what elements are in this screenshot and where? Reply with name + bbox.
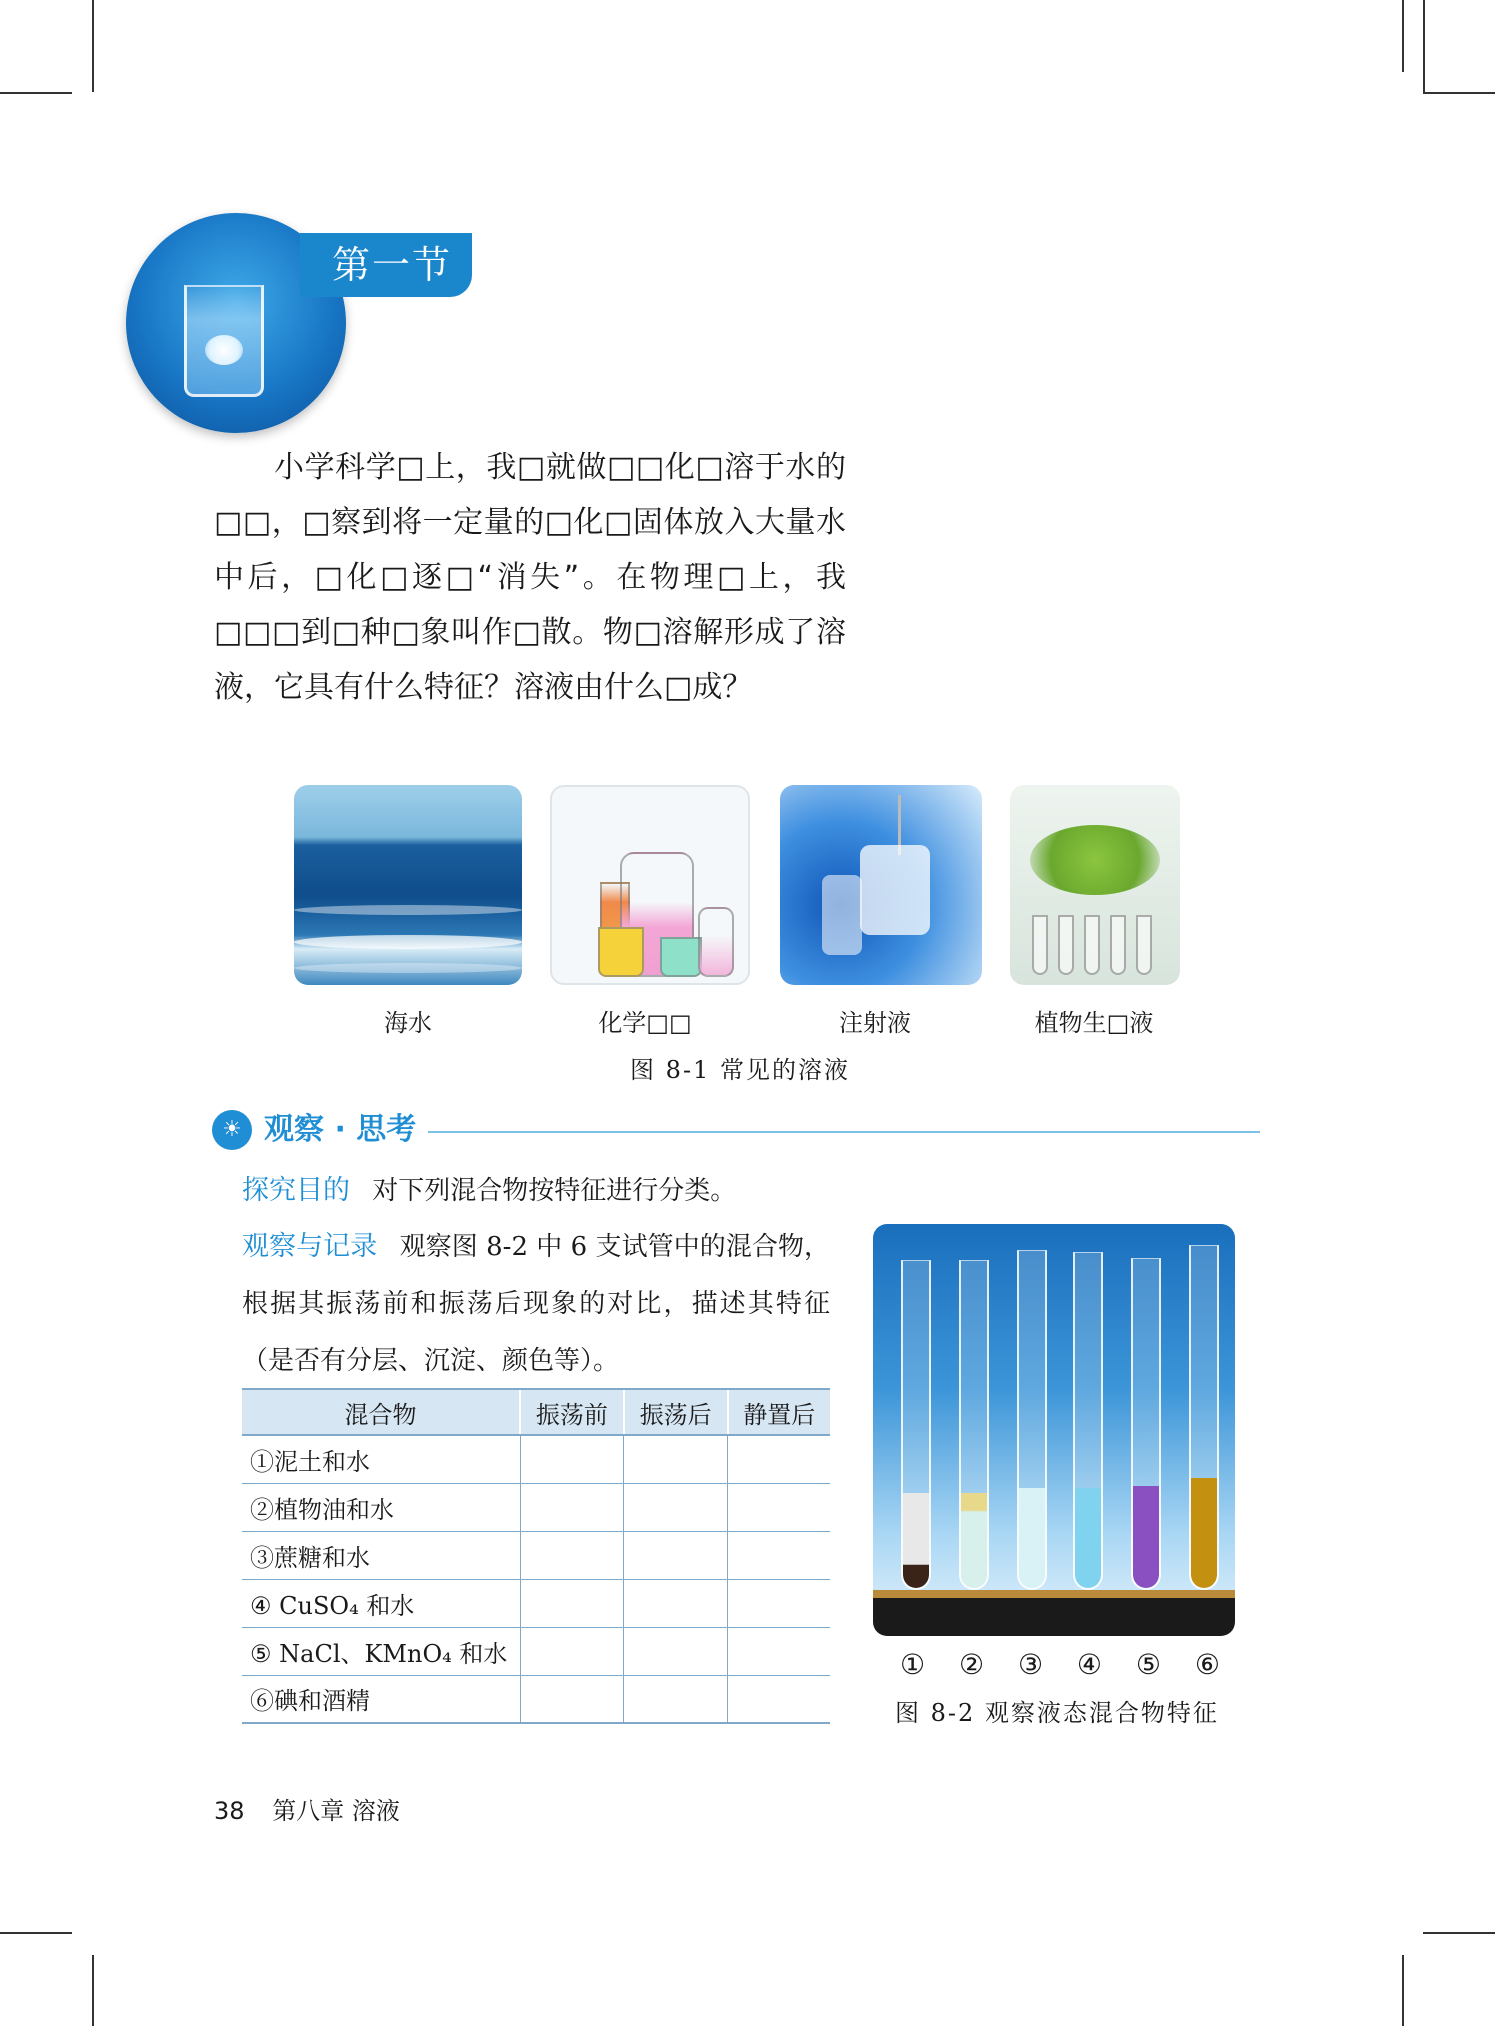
mixture-name: ②植物油和水 xyxy=(242,1483,520,1531)
tube-number: ⑤ xyxy=(1135,1648,1161,1681)
chapter-title: 第八章 溶液 xyxy=(272,1797,400,1825)
mixture-record-table xyxy=(242,1388,830,1724)
tube-numbers xyxy=(900,1648,1220,1681)
tube-number: ③ xyxy=(1017,1648,1044,1681)
crop-mark xyxy=(1402,1955,1404,2026)
test-tube-4 xyxy=(1073,1252,1103,1590)
purpose-line xyxy=(242,1162,830,1220)
record-label: 观察与记录 xyxy=(242,1231,378,1262)
tube-rack xyxy=(873,1590,1235,1636)
test-tubes-photo xyxy=(873,1224,1235,1636)
table-row xyxy=(242,1531,830,1579)
injection-fluid-photo xyxy=(780,785,982,985)
observe-think-heading: 观察 · 思考 xyxy=(264,1112,417,1147)
purpose-text: 对下列混合物按特征进行分类。 xyxy=(372,1176,737,1206)
table-row xyxy=(242,1579,830,1627)
col-header-before-shaking: 振荡前 xyxy=(520,1389,624,1435)
crop-mark xyxy=(92,1955,94,2026)
lightbulb-icon: ☀ xyxy=(212,1110,252,1150)
test-tube-3 xyxy=(1017,1250,1047,1590)
purpose-label: 探究目的 xyxy=(242,1175,350,1206)
record-paragraph xyxy=(242,1218,830,1390)
crop-mark xyxy=(1423,1932,1495,1934)
test-tube-1 xyxy=(901,1260,931,1590)
col-header-mixture: 混合物 xyxy=(242,1389,520,1435)
water-glass-illustration xyxy=(184,285,264,397)
col-header-after-standing: 静置后 xyxy=(728,1389,830,1435)
record-text: 观察图 8-2 中 6 支试管中的混合物，根据其振荡前和振荡后现象的对比，描述其特征（是否有分层、沉淀、颜色等）。 xyxy=(242,1232,831,1376)
test-tube-2 xyxy=(959,1260,989,1590)
table-row xyxy=(242,1627,830,1675)
seawater-photo xyxy=(294,785,522,985)
mixture-name: ③蔗糖和水 xyxy=(242,1531,520,1579)
col-header-after-shaking: 振荡后 xyxy=(624,1389,728,1435)
intro-text: 小学科学□上，我□就做□□化□溶于水的□□，□察到将一定量的□化□固体放入大量水中后，□化□逐□“消失”。在物理□上，我□□□到□种□象叫作□散。物□溶解形成了溶液，它具有什么特征？溶液由什么□成？ xyxy=(214,450,846,705)
caption-injection-fluid: 注射液 xyxy=(839,1009,911,1037)
mixture-name: ⑥碘和酒精 xyxy=(242,1675,520,1723)
table-row xyxy=(242,1483,830,1531)
tube-number: ① xyxy=(900,1648,926,1681)
page-footer xyxy=(214,1791,400,1826)
test-tube-5 xyxy=(1131,1258,1161,1590)
tube-number: ⑥ xyxy=(1194,1648,1220,1681)
mixture-name: ④ CuSO₄ 和水 xyxy=(242,1579,520,1627)
plant-nutrient-solution-photo xyxy=(1010,785,1180,985)
caption-seawater: 海水 xyxy=(384,1009,432,1037)
intro-paragraph xyxy=(214,440,846,715)
table-row xyxy=(242,1435,830,1483)
crop-mark xyxy=(0,1932,72,1934)
tube-number: ④ xyxy=(1076,1648,1103,1681)
test-tube-6 xyxy=(1189,1245,1219,1590)
figure-8-2-title: 图 8-2 观察液态混合物特征 xyxy=(895,1699,1219,1727)
tube-number: ② xyxy=(958,1648,985,1681)
crop-mark xyxy=(1423,92,1495,94)
caption-plant-solution: 植物生□液 xyxy=(1034,1009,1154,1037)
crop-mark xyxy=(92,0,94,92)
crop-mark xyxy=(0,92,72,94)
mixture-name: ①泥土和水 xyxy=(242,1435,520,1483)
section-label: 第一节 xyxy=(300,233,472,297)
heading-rule xyxy=(428,1131,1260,1133)
mixture-name: ⑤ NaCl、KMnO₄ 和水 xyxy=(242,1627,520,1675)
crop-mark xyxy=(1423,0,1425,92)
page-number: 38 xyxy=(214,1797,245,1825)
chemical-reagents-photo xyxy=(550,785,750,985)
crop-mark xyxy=(1402,0,1404,72)
figure-8-1-title: 图 8-1 常见的溶液 xyxy=(630,1056,850,1084)
table-row xyxy=(242,1675,830,1723)
caption-chemical-reagents: 化学□□ xyxy=(598,1009,692,1037)
